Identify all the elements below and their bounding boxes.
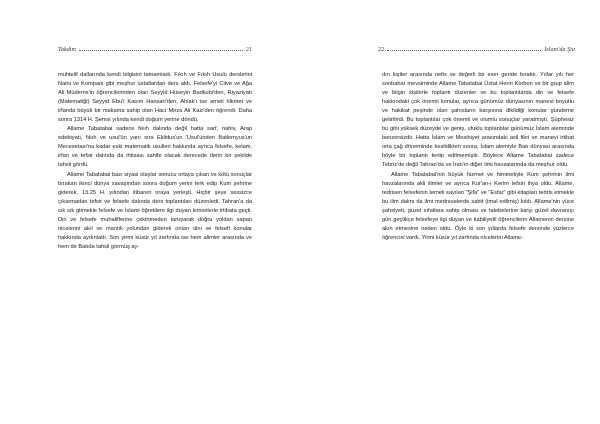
left-page-body <box>58 71 252 252</box>
right-page-body <box>382 71 574 243</box>
left-running-header <box>58 46 252 53</box>
left-header-title: Takdim <box>58 46 76 53</box>
right-running-header <box>378 46 575 53</box>
right-page-number: 22 <box>378 46 385 53</box>
header-dot-leader <box>387 46 541 51</box>
left-page-number: 21 <box>245 46 252 53</box>
right-page <box>300 0 600 424</box>
right-header-title: İslam'da Şia <box>544 46 575 53</box>
header-dot-leader <box>79 46 243 51</box>
paragraph: Allame Tabatabai bazı siyasi olaylar sonucu ortaya çıkan ve kötü sonuçlar bırakan ikinci dünya savaşından sonra doğum yerini terk edip Kum şehrine giderek, 13.25 H. yılından itibaren oraya yerleşti. Hiçbir şeye sessizce çıkarmadan tefsir ve felsefe dalında ders toplantıları düzenledi. Tahran'a da sık sık gitmekle felsefe ve İslami öğretilere ilgi duyan kimselerle irtibata geçti. Din ve felsefe muhaliflerine çekinmeden tartışarak doğru yoldan sapan nicelerini akıl ve mantık yolundan giderek onları dini ve felsefi konular hakkında aydınlattı. Son yirmi küsür yıl zarfında ise hem alimler arasında ve hem de Batıda tahsil görmüş ay- <box>58 171 252 250</box>
paragraph: Allame Tabatabai sadece fıkıh dalında değil hatta sarf, nahiv, Arap edebiyatı, fıkıh ve usul'ün yanı sıra Eklidus'un 'Usul'ünden Batlemyus'un Mecesetası'na kadar eski matematik usulleri hakkında ayrıca felsefe, kelam, irfan ve tefsir dalında da ihtisası sahibi olacak derecede derin bir şekilde tahsil gördü. <box>58 126 252 169</box>
paragraph: dın kişiler arasında nefis ve değerli bir eser geride bıraktı. Yıllar yılı her sonbahar mevsiminde Allame Tabatabai Üstat Henri Korbon ve bir grup alim ve bilgin kişilerle toplantı düzenler ve bu toplantılarda din ve felsefe hakkındaki çok önemli konular, ayrıca günümüz dünyasının manevi boyutlu ve hakikat peşinde olan şahısların karşısına dikildiği konular gündeme getirilirdi. Bu toplantılar çok önemli ve olumlu sonuçlar yaratmıştı. Şüphesiz bu gibi yüksek düzeyde ve geniş, ufuklu toplantılar günümüz İslam aleminde benzersizdir. Hatta İslam ve Mesihiyet arasındaki asil fikri ve manevi irtibat orta çağ döneminde kesildikten sonra, İslam alemiyle Batı dünyası arasında böyle bir toplantı tertip edilmemiştir. Böylece Allame Tabatabai sadece Tebriz'de değil Tahran'da ve İran'ın diğer ilmi havzalarında da meşhur oldu. <box>382 72 574 169</box>
paragraph: Allame Tabatabai'nin büyük hizmet ve himmetiyle Kum şehrinin ilmi havzalarında akli ilimler ve ayrıca Kur'an-ı Kerim tefsiri ihya oldu. Allame, tedrisen felsefenin temeli sayılan "Şifa" ve "Esfar" gibi kitapları tedris etmekle bu ilim dalını da ilmi medreselerde sabit (imal edilmiş) kıldı. Allame'nin yüce şahsiyeti, güzel sıfatlara sahip olması ve talebelerine karşı güzel davranışı gün geçtikçe felsefeye ilgi duyan ve kabiliyetli öğrencilerin Allamenin dersine akın etmesine neden oldu. Öyle ki son yıllarda felsefe dersinde yüzlerce öğrencisi vardı. Yirmi küsür yıl zarfında nicelerini Allame- <box>382 171 574 241</box>
paragraph: muhtelif dallarında kendi bilgisini tamamladı. Fıkıh ve Fıkıh Usulü derslerini Naini ve Kompani gibi meşhur üstatlardan ders aldı. Felsefe'yi Cilve ve Ağa Ali Müderris'in öğrencilerinden olan Seyyid Hüseyin Badkubi'den, Riyaziyatı (Matematiği) Seyyid Ebu'l Kasım Hansari'den, Ahlak'ı ise ameli hikmet ve irfanda büyük bir makama sahip olan Hacı Mirza Ali Kazi'den öğrendi. Daha sonra 1314 H. Şemsi yılında kendi doğum yerine döndü. <box>58 72 252 124</box>
